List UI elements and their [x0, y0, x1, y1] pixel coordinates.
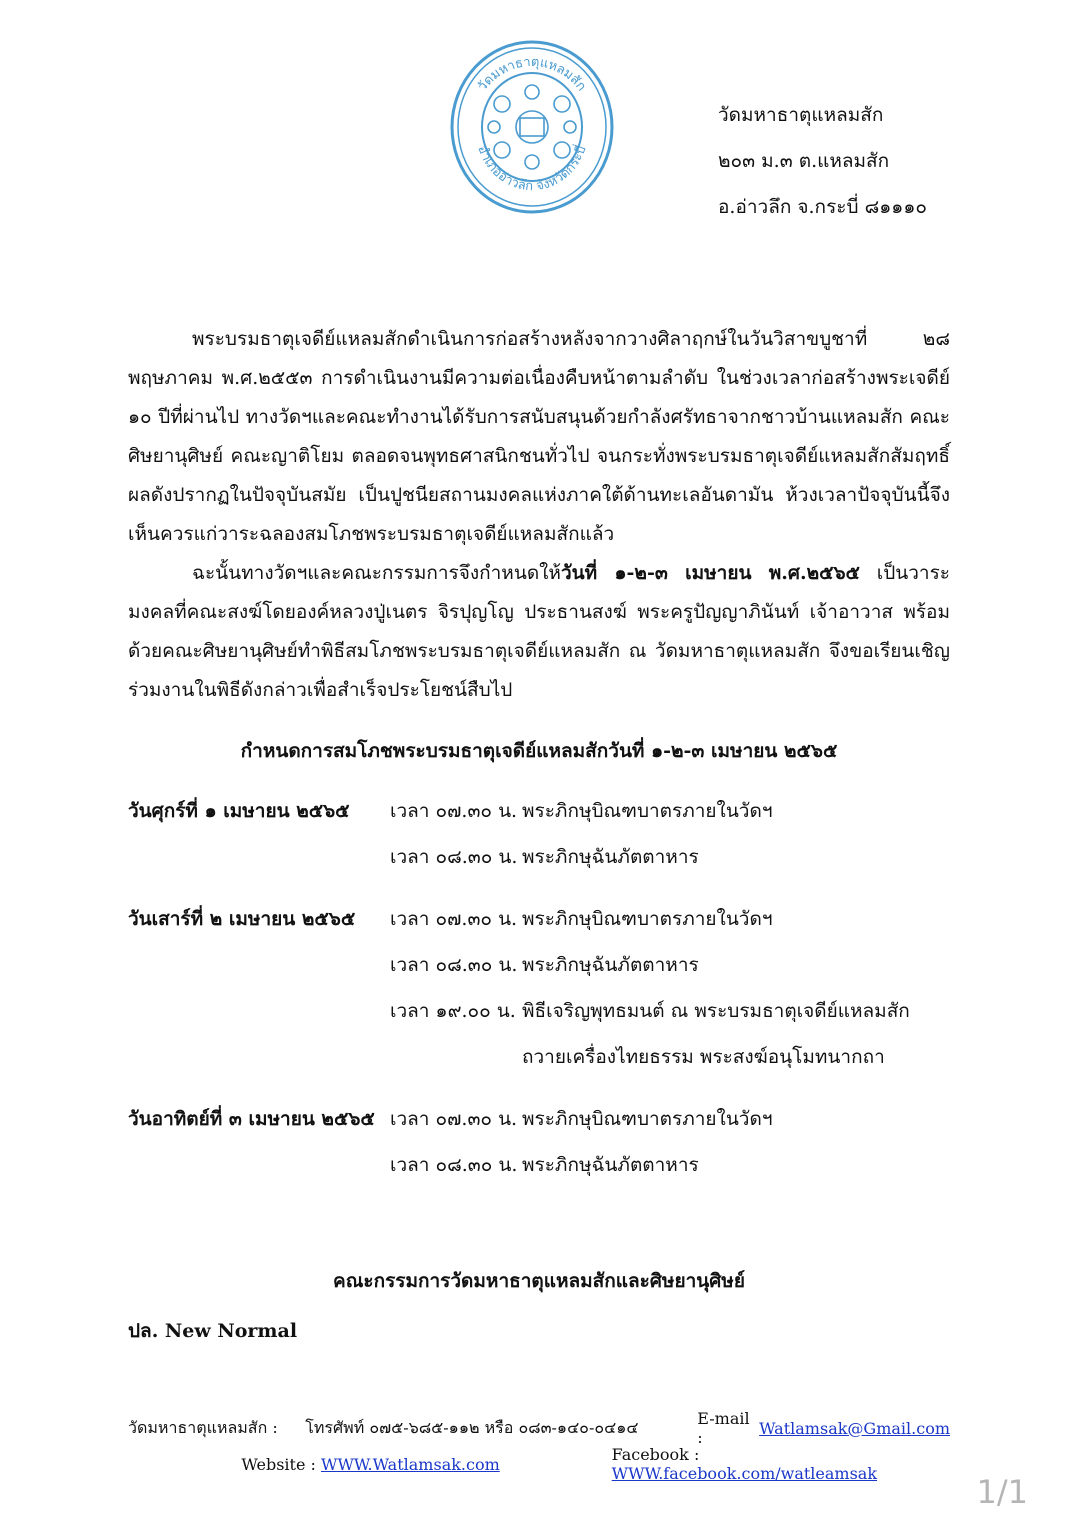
schedule-day	[128, 796, 1028, 888]
letter-body	[128, 320, 950, 710]
committee-signature: คณะกรรมการวัดมหาธาตุแหลมสักและศิษยานุศิษย์	[333, 1270, 745, 1292]
event-time: เวลา ๐๗.๓๐ น.	[390, 1108, 518, 1130]
footer-phone: โทรศัพท์ ๐๗๕-๖๘๕-๑๑๒ หรือ ๐๘๓-๑๔๐-๐๔๑๔	[305, 1417, 639, 1437]
facebook-link[interactable]: WWW.facebook.com/watleamsak	[611, 1464, 878, 1483]
event-time: เวลา ๐๘.๓๐ น.	[390, 1154, 518, 1176]
footer-email-label: E-mail :	[697, 1409, 750, 1447]
event-time: เวลา ๐๗.๓๐ น.	[390, 908, 518, 930]
event-date-bold: วันที่ ๑-๒-๓ เมษายน พ.ศ.๒๕๖๕	[560, 562, 860, 584]
temple-seal	[448, 38, 616, 216]
event-description: พระภิกษุบิณฑบาตรภายในวัดฯ	[522, 908, 773, 930]
seal-bottom-text: อำเภออ่าวลึก จังหวัดกระบี่	[474, 143, 590, 195]
schedule-day	[128, 904, 1028, 1088]
schedule-title: กำหนดการสมโภชพระบรมธาตุเจดีย์แหลมสักวันที่ ๑-๒-๓ เมษายน ๒๕๖๕	[240, 740, 838, 762]
schedule-event	[390, 796, 1028, 842]
footer-org: วัดมหาธาตุแหลมสัก :	[128, 1417, 278, 1437]
day-label: วันเสาร์ที่ ๒ เมษายน ๒๕๖๕	[128, 908, 356, 930]
postscript: ปล. New Normal	[128, 1320, 298, 1342]
letter-footer	[128, 1410, 950, 1482]
footer-website-label: Website :	[241, 1454, 321, 1474]
event-description: พิธีเจริญพุทธมนต์ ณ พระบรมธาตุเจดีย์แหลมสัก	[522, 1000, 910, 1022]
website-link[interactable]: WWW.Watlamsak.com	[321, 1454, 500, 1474]
event-description: พระภิกษุฉันภัตตาหาร	[522, 954, 699, 976]
email-link[interactable]: Watlamsak@Gmail.com	[759, 1418, 950, 1438]
event-description: พระภิกษุฉันภัตตาหาร	[522, 1154, 699, 1176]
schedule-day	[128, 1104, 1028, 1196]
event-description: ถวายเครื่องไทยธรรม พระสงฆ์อนุโมทนากถา	[522, 1046, 885, 1068]
page-indicator: 1/1	[976, 1473, 1028, 1511]
event-time: เวลา ๐๘.๓๐ น.	[390, 954, 518, 976]
paragraph-2-start: ฉะนั้นทางวัดฯและคณะกรรมการจึงกำหนดให้	[192, 562, 561, 584]
event-time: เวลา ๑๙.๐๐ น.	[390, 1000, 516, 1022]
event-description: พระภิกษุบิณฑบาตรภายในวัดฯ	[522, 1108, 773, 1130]
schedule-event	[390, 950, 1028, 996]
paragraph-1: พระบรมธาตุเจดีย์แหลมสักดำเนินการก่อสร้างหลังจากวางศิลาฤกษ์ในวันวิสาขบูชาที่ ๒๘ พฤษภาคม พ.ศ.๒๕๕๓ การดำเนินงานมีความต่อเนื่องคืบหน้าตามลำดับ ในช่วงเวลาก่อสร้างพระเจดีย์ ๑๐ ปีที่ผ่านไป ทางวัดฯและคณะทำงานได้รับการสนับสนุนด้วยกำลังศรัทธาจากชาวบ้านแหลมสัก คณะศิษยานุศิษย์ คณะญาติโยม ตลอดจนพุทธศาสนิกชนทั่วไป จนกระทั่งพระบรมธาตุเจดีย์แหลมสักสัมฤทธิ์ผลดังปรากฏในปัจจุบันสมัย เป็นปูชนียสถานมงคลแห่งภาคใต้ด้านทะเลอันดามัน ห้วงเวลาปัจจุบันนี้จึงเห็นควรแก่วาระฉลองสมโภชพระบรมธาตุเจดีย์แหลมสักแล้ว	[128, 328, 950, 545]
temple-address	[718, 92, 927, 230]
address-line: อ.อ่าวลึก จ.กระบี่ ๘๑๑๑๐	[718, 196, 928, 218]
day-label: วันศุกร์ที่ ๑ เมษายน ๒๕๖๕	[128, 800, 350, 822]
event-time: เวลา ๐๗.๓๐ น.	[390, 800, 518, 822]
schedule-event	[390, 1042, 1028, 1088]
schedule-event	[390, 1150, 1028, 1196]
address-line: ๒๐๓ ม.๓ ต.แหลมสัก	[718, 150, 890, 172]
schedule-event	[390, 1104, 1028, 1150]
seal-top-text: วัดมหาธาตุแหลมสัก	[475, 54, 589, 95]
paragraph-2-rest: เป็นวาระมงคลที่คณะสงฆ์โดยองค์หลวงปู่เนตร จิรปุญโญ ประธานสงฆ์ พระครูปัญญาภินันท์ เจ้าอาวาส พร้อมด้วยคณะศิษยานุศิษย์ทำพิธีสมโภชพระบรมธาตุเจดีย์แหลมสัก ณ วัดมหาธาตุแหลมสัก จึงขอเรียนเชิญร่วมงานในพิธีดังกล่าวเพื่อสำเร็จประโยชน์สืบไป	[128, 562, 950, 701]
schedule-event	[390, 842, 1028, 888]
schedule-event	[390, 996, 1028, 1042]
event-description: พระภิกษุฉันภัตตาหาร	[522, 846, 699, 868]
event-description: พระภิกษุบิณฑบาตรภายในวัดฯ	[522, 800, 773, 822]
footer-facebook-label: Facebook :	[611, 1445, 700, 1464]
event-time: เวลา ๐๘.๓๐ น.	[390, 846, 518, 868]
day-label: วันอาทิตย์ที่ ๓ เมษายน ๒๕๖๕	[128, 1108, 375, 1130]
paragraph-2	[128, 554, 950, 710]
address-line: วัดมหาธาตุแหลมสัก	[718, 104, 884, 126]
schedule-event	[390, 904, 1028, 950]
schedule	[128, 796, 1028, 1212]
